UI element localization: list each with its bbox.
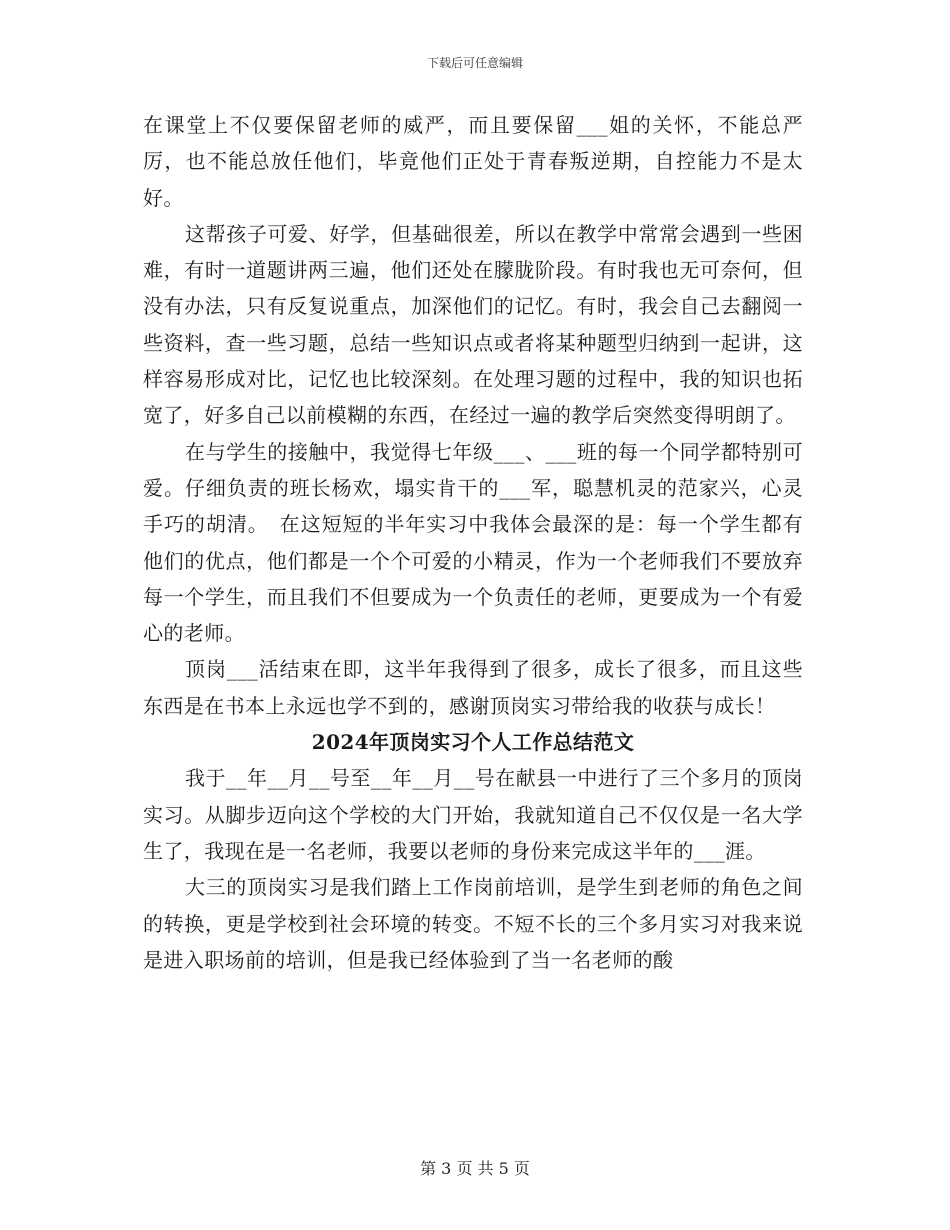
- paragraph: 大三的顶岗实习是我们踏上工作岗前培训，是学生到老师的角色之间的转换，更是学校到社会环境的转变。不短不长的三个多月实习对我来说是进入职场前的培训，但是我已经体验到了当一名老师的酸: [143, 875, 803, 972]
- paragraph-continuation: 在课堂上不仅要保留老师的威严，而且要保留___姐的关怀，不能总严厉，也不能总放任他们，毕竟他们正处于青春叛逆期，自控能力不是太好。: [143, 113, 803, 210]
- paragraph: 我于__年__月__号至__年__月__号在献县一中进行了三个多月的顶岗实习。从脚步迈向这个学校的大门开始，我就知道自己不仅仅是一名大学生了，我现在是一名老师，我要以老师的身份来完成这半年的___涯。: [143, 766, 803, 863]
- document-body: [143, 107, 803, 978]
- paragraph: 这帮孩子可爱、好学，但基础很差，所以在教学中常常会遇到一些困难，有时一道题讲两三遍，他们还处在朦胧阶段。有时我也无可奈何，但没有办法，只有反复说重点，加深他们的记忆。有时，我会自己去翻阅一些资料，查一些习题，总结一些知识点或者将某种题型归纳到一起讲，这样容易形成对比，记忆也比较深刻。在处理习题的过程中，我的知识也拓宽了，好多自己以前模糊的东西，在经过一遍的教学后突然变得明朗了。: [143, 221, 803, 428]
- page-footer: 第 3 页 共 5 页: [420, 1159, 530, 1178]
- page-header: 下载后可任意编辑: [426, 56, 523, 70]
- section-title: 2024年顶岗实习个人工作总结范文: [311, 730, 635, 755]
- paragraph: 在与学生的接触中，我觉得七年级___、___班的每一个同学都特别可爱。仔细负责的班长杨欢，塌实肯干的___军，聪慧机灵的范家兴，心灵手巧的胡清。 在这短短的半年实习中我体会最深的是：每一个学生都有他们的优点，他们都是一个个可爱的小精灵，作为一个老师我们不要放弃每一个学生，而且我们不但要成为一个负责任的老师，更要成为一个有爱心的老师。: [143, 439, 803, 646]
- paragraph: 顶岗___活结束在即，这半年我得到了很多，成长了很多，而且这些东西是在书本上永远也学不到的，感谢顶岗实习带给我的收获与成长！: [143, 657, 803, 718]
